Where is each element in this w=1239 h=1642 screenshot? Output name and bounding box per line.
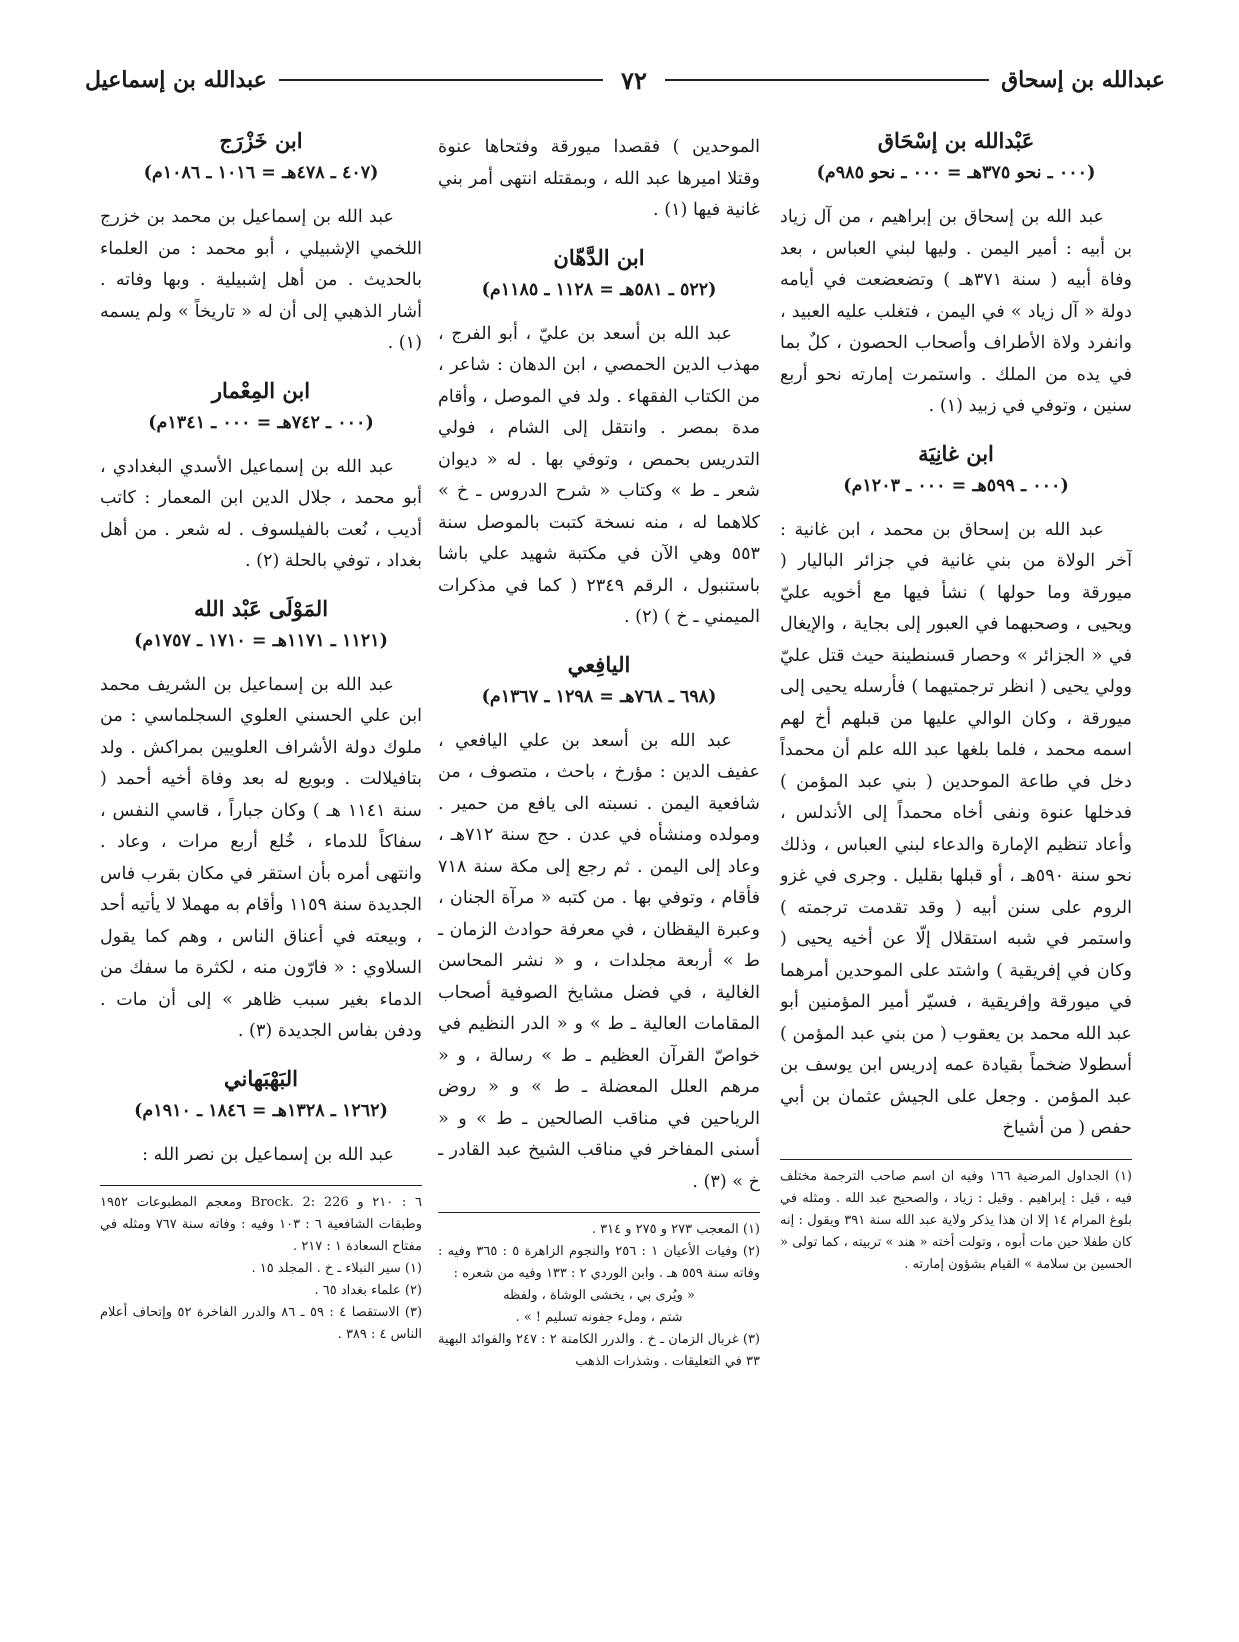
entry-dates: (٤٠٧ ـ ٤٧٨هـ = ١٠١٦ ـ ١٠٨٦م): [143, 163, 379, 183]
entry-title: ابن المِعْمار: [211, 377, 311, 403]
footnote: (١) سير النبلاء ـ خ . المجلد ١٥ .: [251, 1261, 422, 1276]
entry-title: ابن خَزْرَج: [219, 128, 303, 153]
footnote: (٢) وفيات الأعيان ١ : ٢٥٦ والنجوم الزاهرة ٥ : ٣٦٥ وفيه : وفاته سنة ٥٥٩ هـ . وابن الوردي ٢ : ١٣٣ وفيه من شعره :: [438, 1244, 760, 1281]
footnote-verse: شتم ، وملء جفونه تسليم ! » .: [515, 1310, 683, 1325]
entry-dates: (٥٢٢ ـ ٥٨١هـ = ١١٢٨ ـ ١١٨٥م): [481, 279, 717, 300]
entry-body: عبد الله بن أسعد بن عليّ ، أبو الفرج ، مهذب الدين الحمصي ، ابن الدهان : شاعر ، من الكتاب الفقهاء . ولد في الموصل ، وأقام مدة بمصر . وانتقل إلى الشام ، فولي التدريس بحمص ، وتوفي بها . له « ديوان شعر ـ ط » وكتاب « شرح الدروس ـ خ » كلاهما له ، منه نسخة كتبت بالموصل سنة ٥٥٣ وهي الآن في مكتبة شهيد علي باشا باستنبول ، الرقم ٢٣٤٩ ( كما في مذكرات الميمني ـ خ ) (٢) .: [438, 323, 760, 627]
column-middle: [438, 118, 760, 1608]
footnote: (١) المعجب ٢٧٣ و ٢٧٥ و ٣١٤ .: [591, 1222, 760, 1237]
entry-dates: (١١٢١ ـ ١١٧١هـ = ١٧١٠ ـ ١٧٥٧م): [134, 630, 388, 651]
footnote: (٣) غربال الزمان ـ خ . والدرر الكامنة ٢ : ٢٤٧ والفوائد البهية ٣٣ في التعليقات . وشذرات الذهب: [438, 1332, 760, 1369]
entry-title: عَبْدالله بن إسْحَاق: [877, 128, 1035, 153]
footnote-rule: [780, 1159, 1132, 1160]
running-header: [85, 62, 1165, 98]
header-left-title: عبدالله بن إسماعيل: [85, 67, 267, 93]
footnote: (٣) الاستقصا ٤ : ٥٩ ـ ٨٦ والدرر الفاخرة ٥٢ وإتحاف أعلام الناس ٤ : ٣٨٩ .: [100, 1305, 422, 1342]
entry: [100, 124, 422, 360]
footnote: ٦ : ٢١٠ و Brock. 2: 226 ومعجم المطبوعات ١٩٥٢ وطبقات الشافعية ٦ : ١٠٣ وفيه : وفاته سنة ٧٦٧ ومثله في مفتاح السعادة ١ : ٢١٧ .: [100, 1195, 422, 1254]
header-rule-right: [665, 79, 989, 81]
footnote-verse: « ويُرى بي ، يخشى الوشاة ، ولفظه: [503, 1288, 695, 1303]
entry: [780, 437, 1132, 1145]
entry-dates: (١٢٦٢ ـ ١٣٢٨هـ = ١٨٤٦ ـ ١٩١٠م): [134, 1100, 388, 1121]
entry-body: عبد الله بن إسماعيل الأسدي البغدادي ، أبو محمد ، جلال الدين ابن المعمار : كاتب أديب ، نُعت بالفيلسوف . له شعر . من أهل بغداد ، توفي بالحلة (٢) .: [100, 456, 422, 571]
entry-body: عبد الله بن إسماعيل بن الشريف محمد ابن علي الحسني العلوي السجلماسي : من ملوك دولة الأشراف العلويين بمراكش . ولد بتافيلالت . وبويع له بعد وفاة أخيه أحمد ( سنة ١١٤١ هـ ) وكان جباراً ، قاسي النفس ، سفاكاً للدماء ، خُلع أربع مرات ، وعاد . وانتهى أمره بأن استقر في مكان بقرب فاس الجديدة سنة ١١٥٩ وأقام به مهملا لا يأتيه أحد ، وبيعته في أعناق الناس ، وهم كما يقول السلاوي : « فارّون منه ، لكثرة ما سفك من الدماء بغير سبب ظاهر » إلى أن مات . ودفن بفاس الجديدة (٣) .: [100, 674, 422, 1041]
entry: [438, 648, 760, 1199]
entry-dates: (٠٠٠ ـ ٧٤٢هـ = ٠٠٠ ـ ١٣٤١م): [148, 412, 374, 433]
entry-body: عبد الله بن أسعد بن علي اليافعي ، عفيف الدين : مؤرخ ، باحث ، متصوف ، من شافعية اليمن . نسبته الى يافع من حمير . ومولده ومنشأه في عدن . حج سنة ٧١٢هـ ، وعاد إلى اليمن . ثم رجع إلى مكة سنة ٧١٨ فأقام ، وتوفي بها . من كتبه « مرآة الجنان ، وعبرة اليقظان ، في معرفة حوادث الزمان ـ ط » أربعة مجلدات ، و « نشر المحاسن الغالية ، في فضل مشايخ الصوفية أصحاب المقامات العالية ـ ط » و « الدر النظيم في خواصّ القرآن العظيم ـ ط » رسالة ، و « مرهم العلل المعضلة ـ ط » و « روض الرياحين في مناقب الصالحين ـ ط » و « أسنى المفاخر في مناقب الشيخ عبد القادر ـ خ » (٣) .: [438, 730, 760, 1192]
entry: [100, 592, 422, 1048]
continued-text: الموحدين ) فقصدا ميورقة وفتحاها عنوة وقتلا اميرها عبد الله ، وبمقتله انتهى أمر بني غانية فيها (١) .: [438, 137, 760, 220]
entry-dates: (٦٩٨ ـ ٧٦٨هـ = ١٢٩٨ ـ ١٣٦٧م): [481, 686, 717, 707]
entry-dates: (٠٠٠ ـ ٥٩٩هـ = ٠٠٠ ـ ١٢٠٣م): [843, 475, 1069, 496]
entry: [438, 241, 760, 634]
entry-title: اليافِعي: [567, 651, 631, 677]
entry-title: ابن الدَّهّان: [553, 244, 645, 270]
footnote-rule: [100, 1185, 422, 1186]
entry: [100, 374, 422, 578]
entry-continuation: [438, 132, 760, 227]
entry-body: عبد الله بن إسحاق بن إبراهيم ، من آل زياد بن أبيه : أمير اليمن . وليها لبني العباس ، بعد وفاة أبيه ( سنة ٣٧١هـ ) وتضعضعت في أيامه دولة « آل زياد » في اليمن ، فتغلب عليه العبيد ، وانفرد ولاة الأطراف وأصحاب الحصون ، كلٌ بما في يده من الملك . واستمرت إمارته نحو أربع سنين ، وتوفي في زبيد (١) .: [780, 207, 1132, 416]
page-number: ٧٢: [621, 65, 647, 95]
footnote-rule: [438, 1212, 760, 1213]
entry-body: عبد الله بن إسحاق بن محمد ، ابن غانية : آخر الولاة من بني غانية في جزائر الباليار ( ميورقة وما حولها ) نشأ فيها مع أخويه عليّ ويحيى ، وصحبهما في العبور إلى بجاية ، والإيغال في « الجزائر » وحصار قسنطينة حيث قتل عليّ وولي يحيى ( انظر ترجمتيهما ) فأرسله يحيى إلى ميورقة ، وكان الوالي عليها من قبلهم أخ لهم اسمه محمد ، فلما بلغها عبد الله علم أن محمداً دخل في طاعة الموحدين ( بني عبد المؤمن ) فدخلها عنوة ونفى أخاه محمداً إلى الأندلس ، وأعاد تنظيم الإمارة والدعاء لبني العباس ، وذلك نحو سنة ٥٩٠هـ ، أو قبلها بقليل . وجرى في غزو الروم على سنن أبيه ( وقد تقدمت ترجمته ) واستمر في شبه استقلال إلّا عن أخيه يحيى ( وكان في إفريقية ) واشتد على الموحدين أمرهما في ميورقة وإفريقية ، فسيّر أمير المؤمنين أبو عبد الله محمد بن يعقوب ( من بني عبد المؤمن ) أسطولا ضخماً بقيادة عمه إدريس ابن يوسف بن عبد المؤمن . وجعل على الجيش عثمان بن أبي حفص ( من أشياخ: [780, 519, 1132, 1138]
header-rule-left: [279, 79, 603, 81]
column-right: [780, 118, 1132, 1608]
footnotes: [438, 1219, 760, 1373]
entry-title: البَهْبَهاني: [223, 1065, 298, 1091]
column-left: [100, 118, 422, 1608]
footnote: (١) الجداول المرضية ١٦٦ وفيه ان اسم صاحب الترجمة مختلف فيه ، قيل : إبراهيم . وقيل : زياد ، والصحيح عبد الله . ومثله في بلوغ المرام ١٤ إلا ان هذا يذكر ولاية عبد الله سنة ٣٩١ ويقول : إنه كان طفلا حين مات أبوه ، وتولت أخته « هند » تربيته ، كما تولى « الحسين بن سلامة » القيام بشؤون إمارته .: [780, 1168, 1132, 1272]
footnote: (٢) علماء بغداد ٦٥ .: [314, 1283, 422, 1298]
entry-body: عبد الله بن إسماعيل بن نصر الله :: [142, 1144, 394, 1165]
entry-title: ابن غانِيَة: [918, 440, 994, 466]
entry-body: عبد الله بن إسماعيل بن محمد بن خزرج اللخمي الإشبيلي ، أبو محمد : من العلماء بالحديث . من أهل إشبيلية . وبها وفاته . أشار الذهبي إلى أن له « تاريخاً » ولم يسمه (١) .: [100, 207, 422, 353]
entry: [780, 124, 1132, 423]
entry-title: المَوْلَى عَبْد الله: [193, 595, 329, 621]
footnotes: [780, 1166, 1132, 1276]
footnotes: [100, 1192, 422, 1346]
entry: [100, 1062, 422, 1172]
header-right-title: عبدالله بن إسحاق: [1001, 67, 1165, 93]
entry-dates: (٠٠٠ ـ نحو ٣٧٥هـ = ٠٠٠ ـ نحو ٩٨٥م): [816, 163, 1096, 183]
